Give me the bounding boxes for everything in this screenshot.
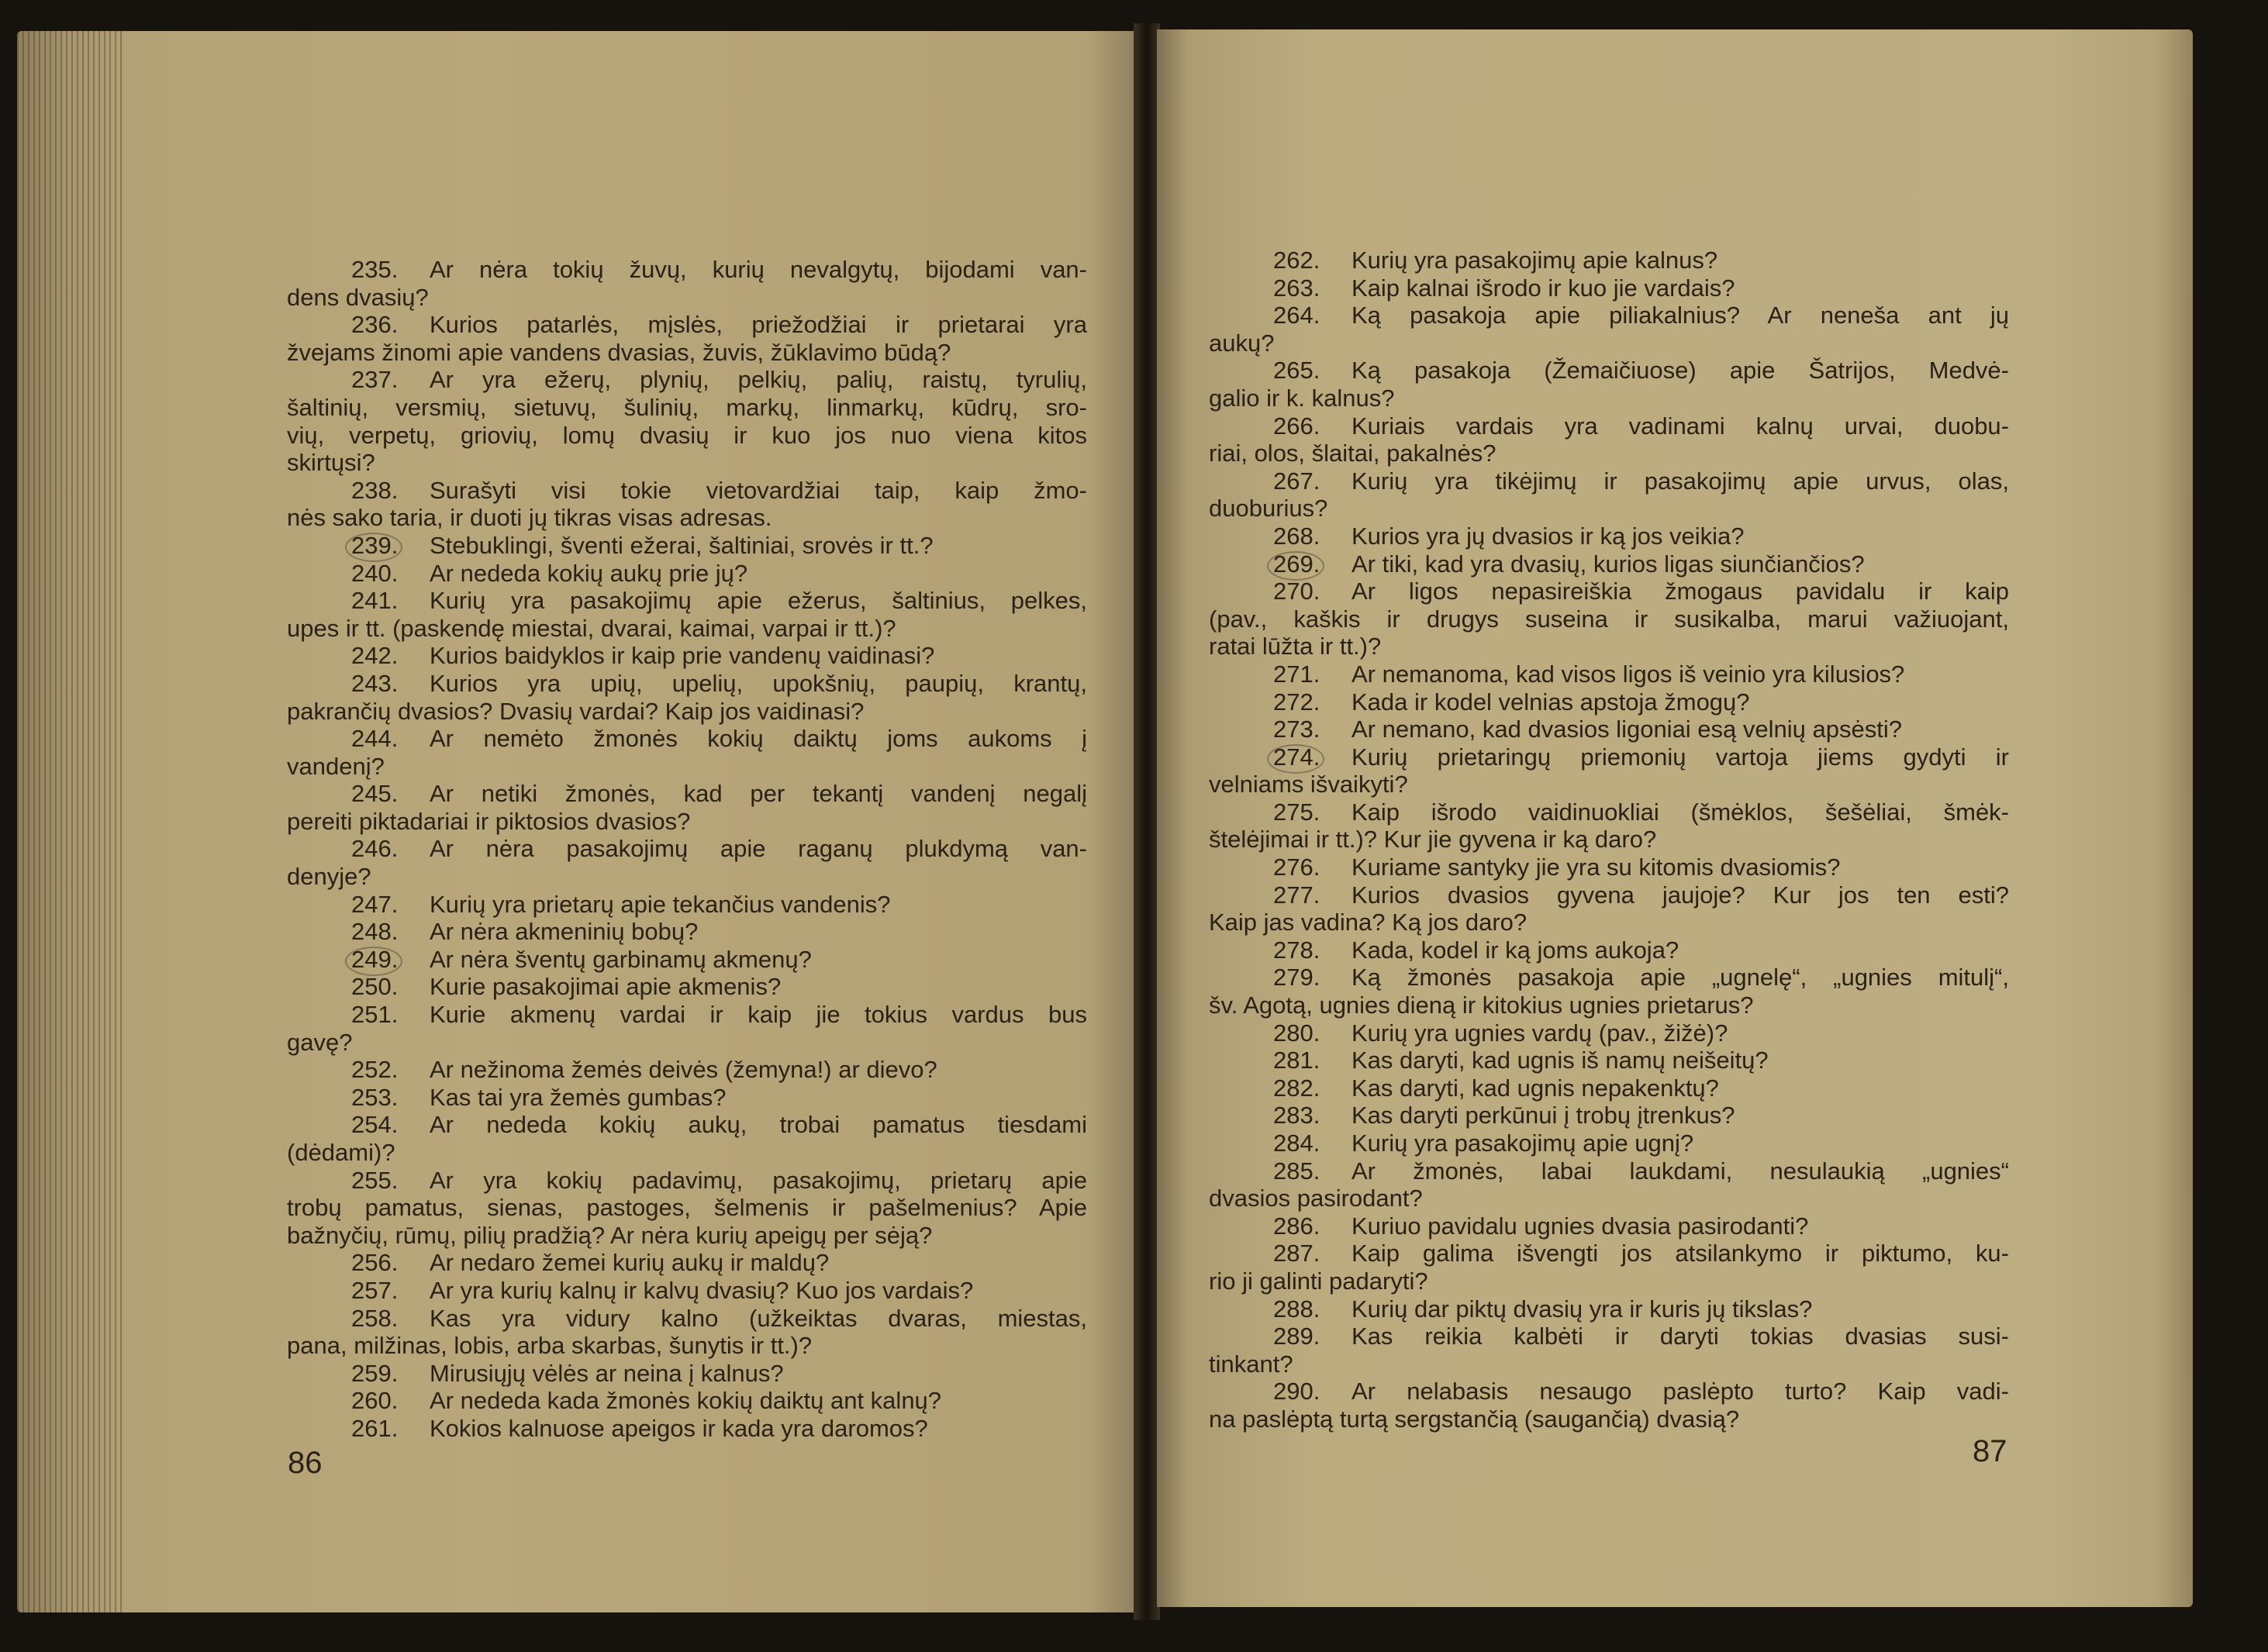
line-text: Ar netiki žmonės, kad per tekantį vandenį negalį [430, 780, 1087, 808]
line-text: duoburius? [1209, 495, 1328, 523]
question-number: 246. [351, 835, 399, 863]
question-item [1209, 743, 2009, 798]
circled-question-number: 274. [1273, 743, 1351, 771]
line-text: na paslėptą turtą sergstančią (saugančią) dvasią? [1209, 1405, 1740, 1433]
line-text: Ar nemano, kad dvasios ligoniai esą velnių apsėsti? [1351, 716, 1902, 743]
text-line [287, 835, 1087, 863]
line-text: Ar nemanoma, kad visos ligos iš veinio yra kilusios? [1351, 660, 1905, 688]
text-line [287, 1387, 1087, 1415]
line-text: Ar nėra pasakojimų apie raganų plukdymą van- [430, 835, 1087, 863]
question-number: 287. [1273, 1240, 1320, 1267]
line-text: riai, olos, šlaitai, pakalnės? [1209, 440, 1496, 467]
text-line [287, 725, 1087, 753]
question-number: 286. [1273, 1212, 1320, 1240]
text-line [1209, 716, 2009, 743]
question-number: 259. [351, 1359, 399, 1387]
line-text: Kurios patarlės, mįslės, priežodžiai ir prietarai yra [430, 311, 1087, 339]
text-line [287, 284, 1087, 312]
question-item [287, 973, 1087, 1001]
line-text: vandenį? [287, 752, 385, 780]
line-text: Kas daryti, kad ugnis nepakenktų? [1351, 1074, 1719, 1102]
text-line [287, 1332, 1087, 1360]
text-line [287, 1167, 1087, 1195]
line-text: Ar nededa kada žmonės kokių daiktų ant kalnų? [430, 1387, 942, 1415]
line-text: Kurių yra pasakojimų apie ežerus, šaltinius, pelkes, [430, 587, 1087, 615]
text-line [287, 1249, 1087, 1277]
left-page-text [287, 256, 1087, 1443]
question-item [287, 670, 1087, 725]
text-line [287, 863, 1087, 891]
text-line [287, 642, 1087, 670]
line-text: Kokios kalnuose apeigos ir kada yra daromos? [430, 1414, 928, 1442]
text-line [1209, 826, 2009, 854]
text-line [287, 422, 1087, 450]
line-text: dens dvasių? [287, 283, 429, 311]
circled-question-number: 249. [351, 946, 430, 974]
text-line [1209, 854, 2009, 881]
line-text: Kurių yra pasakojimų apie ugnį? [1351, 1129, 1694, 1157]
text-line [287, 560, 1087, 588]
question-number: 272. [1273, 688, 1320, 716]
line-text: Kada, kodel ir ką joms aukoja? [1351, 936, 1679, 964]
line-text: Kurios yra jų dvasios ir ką jos veikia? [1351, 522, 1745, 550]
question-number: 284. [1273, 1129, 1320, 1157]
text-line [1209, 1350, 2009, 1378]
line-text: Kurie pasakojimai apie akmenis? [430, 973, 782, 1001]
line-text: Ar yra ežerų, plynių, pelkių, palių, raistų, tyrulių, [430, 366, 1087, 394]
text-line [1209, 1185, 2009, 1212]
text-line [287, 1111, 1087, 1139]
text-line [1209, 688, 2009, 716]
question-item [1209, 467, 2009, 523]
text-line [287, 698, 1087, 726]
page-number: 86 [288, 1446, 323, 1480]
line-text: Kurių yra tikėjimų ir pasakojimų apie urvus, olas, [1351, 467, 2009, 495]
text-line [1209, 440, 2009, 467]
question-number: 288. [1273, 1295, 1320, 1323]
line-text: Ką žmonės pasakoja apie „ugnelę“, „ugnies mitulį“, [1351, 964, 2009, 992]
question-item [287, 1305, 1087, 1360]
line-text: velniams išvaikyti? [1209, 771, 1408, 798]
text-line [287, 780, 1087, 808]
text-line [1209, 771, 2009, 798]
question-item [1209, 1240, 2009, 1295]
question-item [1209, 798, 2009, 854]
line-text: ratai lūžta ir tt.)? [1209, 633, 1382, 660]
question-item [287, 946, 1087, 974]
text-line [1209, 1295, 2009, 1323]
question-item [1209, 523, 2009, 550]
text-line [1209, 660, 2009, 688]
text-line [1209, 1129, 2009, 1157]
text-line [1209, 1047, 2009, 1074]
question-number: 243. [351, 669, 399, 697]
line-text: Ar nededa kokių aukų prie jų? [430, 559, 748, 587]
question-number: 278. [1273, 936, 1320, 964]
line-text: pereiti piktadariai ir piktosios dvasios? [287, 807, 691, 835]
line-text: Ar nežinoma žemės deivės (žemyna!) ar dievo? [430, 1056, 937, 1084]
text-line [1209, 1019, 2009, 1047]
text-line [1209, 302, 2009, 329]
question-number: 245. [351, 780, 399, 808]
line-text: Kurių yra prietarų apie tekančius vandenis? [430, 890, 891, 918]
question-item [1209, 1295, 2009, 1323]
question-item [1209, 964, 2009, 1019]
text-line [287, 311, 1087, 339]
line-text: Kas daryti perkūnui į trobų įtrenkus? [1351, 1102, 1735, 1129]
line-text: galio ir k. kalnus? [1209, 384, 1395, 412]
right-page [1157, 29, 2193, 1607]
question-item [1209, 247, 2009, 274]
question-number: 253. [351, 1083, 399, 1111]
circled-question-number: 269. [1273, 550, 1351, 578]
text-line [1209, 1378, 2009, 1405]
line-text: žvejams žinomi apie vandens dvasias, žuvis, žūklavimo būdą? [287, 338, 951, 366]
text-line [1209, 743, 2009, 771]
text-line [287, 587, 1087, 615]
question-item [1209, 660, 2009, 688]
question-item [287, 532, 1087, 560]
question-item [287, 1001, 1087, 1056]
question-number: 280. [1273, 1019, 1320, 1047]
text-line [287, 339, 1087, 367]
text-line [287, 1305, 1087, 1333]
line-text: Kuriais vardais yra vadinami kalnų urvai, duobu- [1351, 412, 2009, 440]
question-item [1209, 550, 2009, 578]
line-text: Kurios baidyklos ir kaip prie vandenų vaidinasi? [430, 642, 935, 670]
line-text: (dėdami)? [287, 1139, 395, 1166]
question-item [1209, 302, 2009, 357]
question-item [1209, 1129, 2009, 1157]
line-text: (pav., kaškis ir drugys suseina ir susikalba, marui važiuojant, [1209, 605, 2009, 633]
question-number: 279. [1273, 964, 1320, 992]
line-text: Kas tai yra žemės gumbas? [430, 1083, 727, 1111]
line-text: Ar žmonės, labai laukdami, nesulaukią „ugnies“ [1351, 1157, 2009, 1185]
text-line [287, 1360, 1087, 1388]
question-number: 255. [351, 1166, 399, 1194]
text-line [1209, 523, 2009, 550]
line-text: Ar yra kokių padavimų, pasakojimų, prietarų apie [430, 1166, 1087, 1194]
page-number: 87 [1973, 1434, 2007, 1468]
text-line [1209, 1074, 2009, 1102]
text-line [1209, 495, 2009, 523]
text-line [287, 504, 1087, 532]
line-text: šv. Agotą, ugnies dieną ir kitokius ugnies prietarus? [1209, 992, 1754, 1019]
line-text: Kas reikia kalbėti ir daryti tokias dvasias susi- [1351, 1323, 2009, 1350]
question-number: 235. [351, 256, 399, 283]
text-line [1209, 936, 2009, 964]
question-number: 270. [1273, 578, 1320, 605]
question-item [287, 311, 1087, 366]
line-text: bažnyčių, rūmų, pilių pradžią? Ar nėra kurių apeigų per sėją? [287, 1221, 933, 1249]
line-text: Kaip kalnai išrodo ir kuo jie vardais? [1351, 274, 1735, 302]
question-item [1209, 1102, 2009, 1129]
text-line [1209, 909, 2009, 936]
line-text: Ar nelabasis nesaugo paslėpto turto? Kaip vadi- [1351, 1378, 2009, 1405]
line-text: skirtųsi? [287, 449, 375, 477]
question-number: 247. [351, 890, 399, 918]
question-number: 277. [1273, 881, 1320, 909]
question-number: 258. [351, 1304, 399, 1332]
question-item [287, 1084, 1087, 1112]
line-text: Kurių yra pasakojimų apie kalnus? [1351, 247, 1718, 274]
question-item [287, 891, 1087, 919]
question-number: 264. [1273, 302, 1320, 329]
question-number: 268. [1273, 522, 1320, 550]
question-number: 266. [1273, 412, 1320, 440]
question-item [1209, 936, 2009, 964]
question-number: 254. [351, 1111, 399, 1139]
text-line [1209, 385, 2009, 412]
question-number: 289. [1273, 1323, 1320, 1350]
book-gutter [1134, 23, 1160, 1620]
question-item [287, 1249, 1087, 1277]
text-line [1209, 329, 2009, 357]
question-item [1209, 1074, 2009, 1102]
line-text: nės sako taria, ir duoti jų tikras visas adresas. [287, 504, 772, 532]
line-text: Ar nemėto žmonės kokių daiktų joms aukoms į [430, 725, 1087, 753]
line-text: Ką pasakoja (Žemaičiuose) apie Šatrijos, Medvė- [1351, 357, 2009, 385]
question-item [1209, 578, 2009, 660]
question-item [287, 1387, 1087, 1415]
question-number: 275. [1273, 798, 1320, 826]
line-text: vių, verpetų, griovių, lomų dvasių ir kuo jos nuo viena kitos [287, 421, 1087, 449]
text-line [287, 366, 1087, 394]
text-line [1209, 578, 2009, 605]
line-text: Ar nėra tokių žuvų, kurių nevalgytų, bijodami van- [430, 256, 1087, 283]
question-number: 257. [351, 1276, 399, 1304]
left-page [17, 31, 1136, 1612]
line-text: denyje? [287, 863, 371, 891]
question-item [287, 1415, 1087, 1443]
text-line [287, 477, 1087, 505]
text-line [287, 1084, 1087, 1112]
question-item [287, 1056, 1087, 1084]
question-number: 241. [351, 587, 399, 615]
line-text: Ar nedaro žemei kurių aukų ir maldų? [430, 1249, 830, 1277]
line-text: trobų pamatus, sienas, pastoges, šelmenis ir pašelmenius? Apie [287, 1194, 1087, 1222]
line-text: Kurios yra upių, upelių, upokšnių, paupių, krantų, [430, 669, 1087, 697]
question-number: 281. [1273, 1047, 1320, 1074]
question-item [1209, 881, 2009, 936]
text-line [1209, 1212, 2009, 1240]
line-text: Kurių prietaringų priemonių vartoja jiems gydyti ir [1351, 743, 2009, 771]
question-number: 267. [1273, 467, 1320, 495]
question-number: 236. [351, 311, 399, 339]
line-text: Ar yra kurių kalnų ir kalvų dvasių? Kuo jos vardais? [430, 1276, 974, 1304]
question-number: 285. [1273, 1157, 1320, 1185]
question-number: 237. [351, 366, 399, 394]
question-number: 260. [351, 1387, 399, 1415]
question-number: 265. [1273, 357, 1320, 385]
line-text: Ar nėra šventų garbinamų akmenų? [430, 945, 812, 973]
line-text: Ar tiki, kad yra dvasių, kurios ligas siunčiančios? [1351, 550, 1865, 578]
text-line [287, 1194, 1087, 1222]
text-line [287, 1001, 1087, 1029]
text-line [287, 946, 1087, 974]
question-item [1209, 1212, 2009, 1240]
question-number: 263. [1273, 274, 1320, 302]
text-line [1209, 357, 2009, 385]
question-item [287, 1111, 1087, 1166]
question-item [287, 918, 1087, 946]
line-text: Kaip jas vadina? Ką jos daro? [1209, 909, 1528, 936]
question-item [1209, 274, 2009, 302]
line-text: Mirusiųjų vėlės ar neina į kalnus? [430, 1359, 784, 1387]
question-number: 240. [351, 559, 399, 587]
line-text: Kurie akmenų vardai ir kaip jie tokius vardus bus [430, 1001, 1087, 1029]
question-number: 250. [351, 973, 399, 1001]
line-text: štelėjimai ir tt.)? Kur jie gyvena ir ką daro? [1209, 826, 1657, 854]
question-item [287, 1360, 1087, 1388]
line-text: tinkant? [1209, 1350, 1293, 1378]
text-line [1209, 881, 2009, 909]
text-line [1209, 1240, 2009, 1267]
text-line [1209, 633, 2009, 660]
text-line [1209, 964, 2009, 992]
question-item [1209, 716, 2009, 743]
text-line [1209, 550, 2009, 578]
question-item [1209, 1378, 2009, 1433]
question-number: 282. [1273, 1074, 1320, 1102]
line-text: Kuriame santyky jie yra su kitomis dvasiomis? [1351, 854, 1841, 881]
line-text: Kas daryti, kad ugnis iš namų neišeitų? [1351, 1047, 1769, 1074]
line-text: Ką pasakoja apie piliakalnius? Ar neneša ant jų [1351, 302, 2009, 329]
question-item [287, 1167, 1087, 1250]
text-line [1209, 992, 2009, 1019]
question-number: 283. [1273, 1102, 1320, 1129]
text-line [287, 753, 1087, 781]
question-item [287, 642, 1087, 670]
line-text: Kurių dar piktų dvasių yra ir kuris jų tikslas? [1351, 1295, 1813, 1323]
question-item [287, 256, 1087, 311]
question-item [287, 587, 1087, 642]
text-line [287, 918, 1087, 946]
line-text: Kurių yra ugnies vardų (pav., žižė)? [1351, 1019, 1728, 1047]
question-number: 248. [351, 918, 399, 946]
line-text: Ar nededa kokių aukų, trobai pamatus tiesdami [430, 1111, 1087, 1139]
question-item [287, 477, 1087, 532]
text-line [1209, 247, 2009, 274]
line-text: Kaip galima išvengti jos atsilankymo ir piktumo, ku- [1351, 1240, 2009, 1267]
text-line [287, 670, 1087, 698]
question-number: 251. [351, 1001, 399, 1029]
text-line [287, 1222, 1087, 1250]
text-line [287, 615, 1087, 643]
line-text: Stebuklingi, šventi ežerai, šaltiniai, srovės ir tt.? [430, 531, 934, 559]
question-item [1209, 1157, 2009, 1212]
question-number: 244. [351, 725, 399, 753]
question-item [287, 725, 1087, 780]
line-text: Ar ligos nepasireiškia žmogaus pavidalu ir kaip [1351, 578, 2009, 605]
line-text: pana, milžinas, lobis, arba skarbas, šunytis ir tt.)? [287, 1332, 813, 1360]
text-line [1209, 605, 2009, 633]
text-line [287, 532, 1087, 560]
text-line [287, 973, 1087, 1001]
question-item [287, 1277, 1087, 1305]
text-line [287, 1139, 1087, 1167]
question-item [1209, 688, 2009, 716]
question-number: 242. [351, 642, 399, 670]
text-line [287, 1056, 1087, 1084]
question-number: 262. [1273, 247, 1320, 274]
text-line [287, 891, 1087, 919]
text-line [1209, 1267, 2009, 1295]
question-number: 261. [351, 1414, 399, 1442]
text-line [1209, 1157, 2009, 1185]
question-item [1209, 1047, 2009, 1074]
line-text: Kaip išrodo vaidinuokliai (šmėklos, šešėliai, šmėk- [1351, 798, 2009, 826]
text-line [287, 1415, 1087, 1443]
line-text: šaltinių, versmių, sietuvų, šulinių, markų, linmarkų, kūdrų, sro- [287, 393, 1087, 421]
text-line [287, 256, 1087, 284]
line-text: Kuriuo pavidalu ugnies dvasia pasirodanti? [1351, 1212, 1809, 1240]
line-text: Ar nėra akmeninių bobų? [430, 918, 699, 946]
question-number: 276. [1273, 854, 1320, 881]
question-item [1209, 357, 2009, 412]
line-text: aukų? [1209, 329, 1275, 357]
question-item [1209, 412, 2009, 467]
text-line [1209, 1102, 2009, 1129]
circled-question-number: 239. [351, 532, 430, 560]
page-stack-edge [17, 31, 126, 1612]
question-number: 252. [351, 1056, 399, 1084]
question-item [1209, 1019, 2009, 1047]
line-text: dvasios pasirodant? [1209, 1185, 1423, 1212]
question-number: 273. [1273, 716, 1320, 743]
question-number: 271. [1273, 660, 1320, 688]
text-line [1209, 467, 2009, 495]
line-text: rio ji galinti padaryti? [1209, 1267, 1428, 1295]
text-line [1209, 798, 2009, 826]
line-text: Kurios dvasios gyvena jaujoje? Kur jos ten esti? [1351, 881, 2009, 909]
question-item [287, 560, 1087, 588]
text-line [1209, 412, 2009, 440]
text-line [287, 449, 1087, 477]
text-line [287, 394, 1087, 422]
line-text: pakrančių dvasios? Dvasių vardai? Kaip jos vaidinasi? [287, 697, 865, 725]
line-text: upes ir tt. (paskendę miestai, dvarai, kaimai, varpai ir tt.)? [287, 614, 896, 642]
question-item [287, 780, 1087, 835]
question-item [287, 835, 1087, 890]
question-item [287, 366, 1087, 476]
question-number: 256. [351, 1249, 399, 1277]
text-line [287, 1277, 1087, 1305]
text-line [287, 1029, 1087, 1057]
text-line [1209, 274, 2009, 302]
question-number: 290. [1273, 1378, 1320, 1405]
text-line [1209, 1323, 2009, 1350]
line-text: gavę? [287, 1028, 353, 1056]
line-text: Kas yra vidury kalno (užkeiktas dvaras, miestas, [430, 1304, 1087, 1332]
text-line [1209, 1405, 2009, 1433]
question-number: 238. [351, 476, 399, 504]
right-page-text [1209, 247, 2009, 1433]
question-item [1209, 854, 2009, 881]
line-text: Surašyti visi tokie vietovardžiai taip, kaip žmo- [430, 476, 1087, 504]
question-item [1209, 1323, 2009, 1378]
text-line [287, 808, 1087, 836]
line-text: Kada ir kodel velnias apstoja žmogų? [1351, 688, 1750, 716]
